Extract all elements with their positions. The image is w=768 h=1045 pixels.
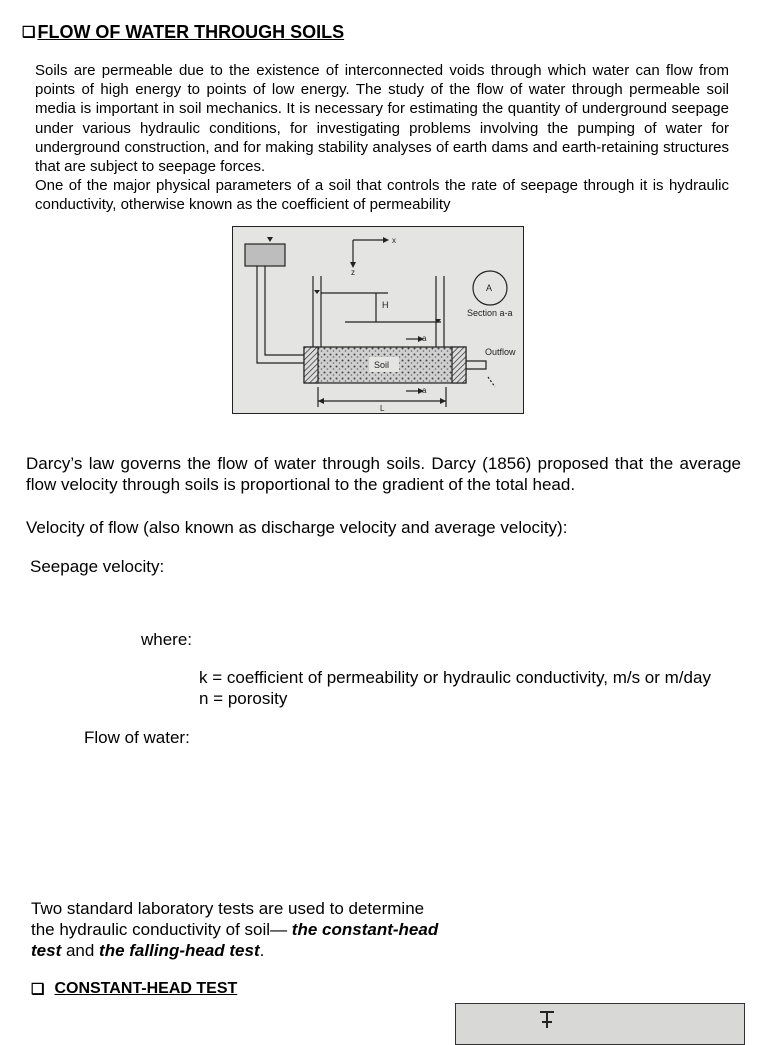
label-a-top: a <box>422 334 427 343</box>
section-heading-text: FLOW OF WATER THROUGH SOILS <box>37 22 345 42</box>
tests-text-end: . <box>259 941 265 960</box>
tests-paragraph <box>31 898 451 961</box>
constant-head-test-term: the constant-head test <box>31 920 439 960</box>
checkbox-bullet-icon: ❑ <box>31 980 45 998</box>
label-h: H <box>382 300 389 310</box>
where-label: where: <box>141 630 193 649</box>
label-a-bottom: a <box>422 386 427 395</box>
checkbox-bullet-icon: ❑ <box>22 24 36 41</box>
permeability-diagram <box>232 226 524 414</box>
label-soil: Soil <box>374 360 390 370</box>
label-l: L <box>380 404 385 413</box>
tests-text-middle: and <box>61 941 100 960</box>
definition-k: k = coefficient of permeability or hydraulic conductivity, m/s or m/day <box>199 668 711 687</box>
label-circle-a: A <box>486 283 493 293</box>
seepage-label: Seepage velocity: <box>30 557 165 576</box>
tests-text-start: Two standard laboratory tests are used to determine the hydraulic conductivity of soil— <box>31 899 425 939</box>
velocity-label: Velocity of flow (also known as discharge velocity and average velocity): <box>26 518 568 537</box>
darcy-paragraph: Darcy’s law governs the flow of water through soils. Darcy (1856) proposed that the average flow velocity through soils is proportional to the gradient of the total head. <box>26 454 741 494</box>
label-section: Section a-a <box>467 308 513 318</box>
label-z: z <box>351 268 355 277</box>
falling-head-test-term: the falling-head test <box>99 941 260 960</box>
label-outflow: Outflow <box>485 347 516 357</box>
flow-label: Flow of water: <box>84 728 190 747</box>
intro-paragraph-1: Soils are permeable due to the existence of interconnected voids through which water can flow from points of high energy to points of low energy. The study of the flow of water through permeable soil media is important in soil mechanics. It is necessary for estimating the quantity of underground seepage under various hydraulic conditions, for investigating problems involving the pumping of water for underground construction, and for making stability analyses of earth dams and earth-retaining structures that are subject to seepage forces. <box>35 62 729 176</box>
section-heading <box>22 22 344 43</box>
subsection-heading-text: CONSTANT-HEAD TEST <box>54 980 238 997</box>
label-x: x <box>392 236 396 245</box>
intro-paragraphs <box>35 61 729 215</box>
permeability-diagram-svg <box>233 227 523 413</box>
subsection-heading <box>31 980 237 998</box>
definition-n: n = porosity <box>199 689 288 708</box>
apparatus-photo <box>455 1003 745 1045</box>
apparatus-photo-svg <box>456 1004 744 1044</box>
definitions-list <box>199 667 711 709</box>
intro-paragraph-2: One of the major physical parameters of a soil that controls the rate of seepage through it is hydraulic conductivity, otherwise known as the coefficient of permeability <box>35 177 729 214</box>
